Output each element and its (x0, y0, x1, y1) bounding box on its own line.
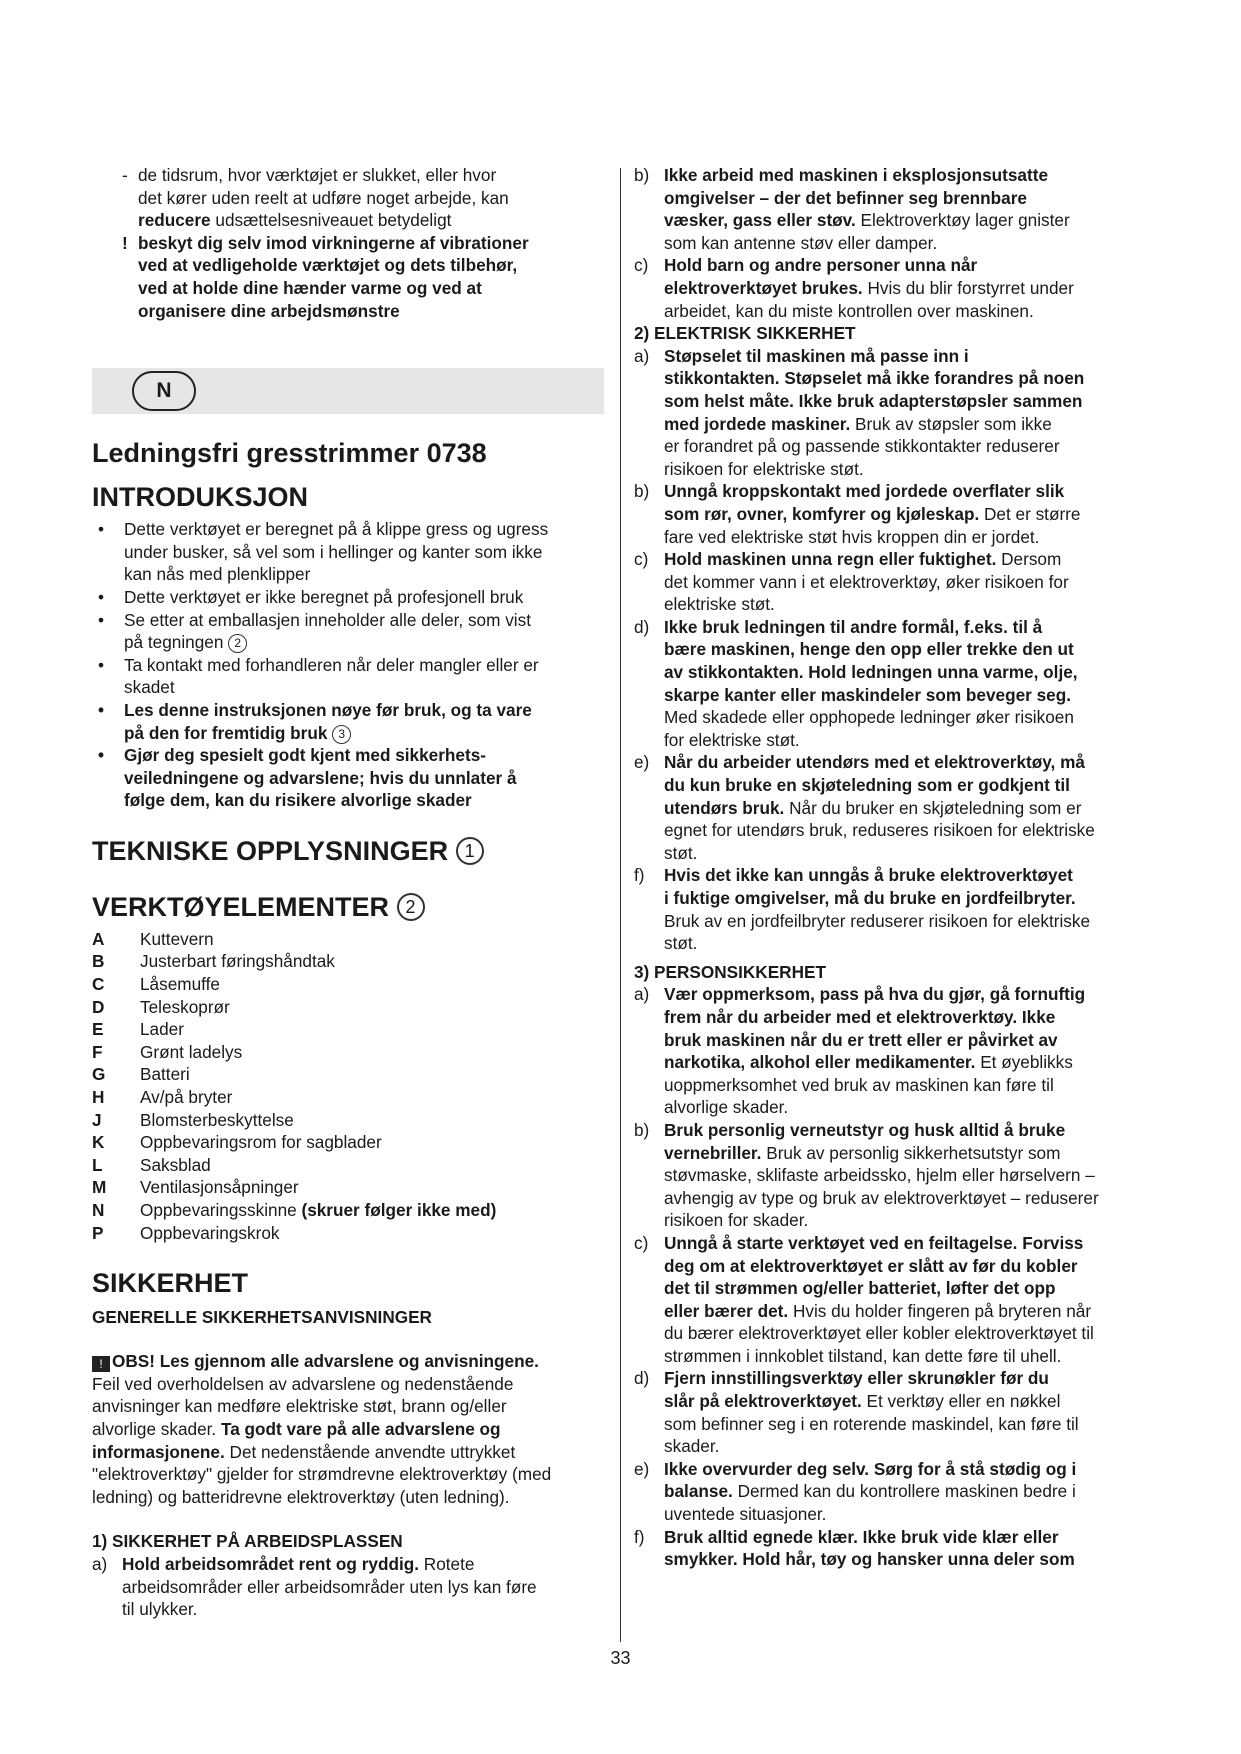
bold-span: Bruk alltid egnede klær. Ikke bruk vide klær eller (664, 1526, 1059, 1547)
part-letter: L (92, 1154, 103, 1175)
text-line: som kan antenne støv eller damper. (664, 232, 938, 253)
part-label (140, 1199, 496, 1222)
bold-span: frem når du arbeider med et elektroverktøy. Ikke (664, 1006, 1056, 1027)
list-item (92, 1109, 604, 1132)
text-line: du bærer elektroverktøyet eller kobler elektroverktøyet til (664, 1323, 1094, 1344)
safety-heading: SIKKERHET (92, 1268, 249, 1299)
text-line: anvisninger kan medføre elektriske støt, brann og/eller (92, 1396, 507, 1417)
text-line: Dette verktøyet er beregnet på å klippe gress og ugress (124, 519, 549, 540)
list-item (92, 609, 604, 654)
bold-span: Ikke arbeid med maskinen i eksplosjonsutsatte (664, 165, 1048, 185)
bold-span: smykker. Hold hår, tøy og hansker unna deler som (664, 1549, 1075, 1570)
item-marker: c) (634, 1232, 649, 1253)
part-label: Lader (140, 1019, 184, 1040)
text-line: "elektroverktøy" gjelder for strømdrevne elektroverktøy (med (92, 1464, 552, 1485)
item-marker: f) (634, 865, 645, 886)
list-item (92, 1154, 604, 1177)
part-label: Teleskoprør (140, 996, 230, 1017)
text-line: strømmen i innkoblet tilstand, kan dette føre til uhell. (664, 1345, 1062, 1366)
text-line: fare ved elektriske støt hvis kroppen din er jordet. (664, 526, 1040, 547)
bold-span: Ikke overvurder deg selv. Sørg for å stå stødig og i (664, 1458, 1077, 1479)
text-line: det kommer vann i et elektroverktøy, øker risikoen for (664, 571, 1069, 592)
text-line: uoppmerksomhet ved bruk av maskinen kan føre til (664, 1074, 1054, 1095)
page-number: 33 (610, 1648, 631, 1668)
personal-items (634, 983, 1146, 1570)
text-line: arbeidet, kan du miste kontrollen over maskinen. (664, 300, 1034, 321)
bold-span: Hold arbeidsområdet rent og ryddig. (122, 1553, 419, 1574)
text-line (664, 1051, 1146, 1074)
list-item (92, 1131, 604, 1154)
bold-span: stikkontakten. Støpselet må ikke forandres på noen (664, 368, 1085, 389)
text-line: støt. (664, 842, 698, 863)
text-line: det kører uden reelt at udføre noget arbejde, kan (138, 187, 509, 208)
item-marker: c) (634, 255, 649, 276)
text-line (664, 187, 1146, 210)
text-line (124, 631, 604, 654)
warning-paragraph (92, 1350, 604, 1508)
bold-span: Ta godt vare på alle advarslene og (220, 1418, 501, 1439)
bold-span: vernebriller. (664, 1142, 762, 1163)
text-line: beskyt dig selv imod virkningerne af vibrationer (138, 232, 529, 253)
text-line (664, 367, 1146, 390)
part-letter: M (92, 1177, 107, 1198)
bold-word: reducere (138, 210, 211, 231)
text-line: risikoen for skader. (664, 1210, 809, 1231)
tech-heading (92, 834, 604, 868)
general-safety-heading: GENERELLE SIKKERHETSANVISNINGER (92, 1307, 432, 1328)
text-line: Ta kontakt med forhandleren når deler mangler eller er (124, 654, 539, 675)
product-title: Ledningsfri gresstrimmer 0738 (92, 438, 487, 469)
workplace-items (634, 164, 1146, 322)
text-line: Bruk av en jordfeilbryter reduserer risikoen for elektriske (664, 910, 1091, 931)
item-marker: b) (634, 481, 650, 502)
bullet-marker: • (98, 609, 105, 630)
text-line (664, 616, 1146, 639)
part-letter: B (92, 951, 105, 972)
list-item (634, 983, 1146, 1119)
text-line (664, 390, 1146, 413)
text-line (124, 722, 604, 745)
parts-list (92, 928, 604, 1244)
text-span: Elektroverktøy lager gnister (855, 210, 1070, 231)
bold-span: Støpselet til maskinen må passe inn i (664, 345, 969, 366)
bold-span: i fuktige omgivelser, må du bruke en jordfeilbryter. (664, 888, 1076, 908)
list-item (634, 254, 1146, 322)
text-line (664, 751, 1146, 774)
bold-span: som rør, ovner, komfyrer og kjøleskap. (664, 503, 980, 524)
bullet-marker: • (98, 654, 105, 675)
bold-span: informasjonene. (92, 1441, 225, 1462)
text-line (664, 1029, 1146, 1052)
list-item (634, 1458, 1146, 1526)
text-line: for elektriske støt. (664, 729, 800, 750)
bold-note: (skruer følger ikke med) (301, 1200, 497, 1220)
text-line (92, 1418, 604, 1441)
text-line: støvmaske, sklifaste arbeidssko, hjelm eller hørselvern – (664, 1165, 1095, 1186)
text-line (664, 413, 1146, 436)
bold-span: bære maskinen, henge den opp eller trekke den ut (664, 639, 1074, 660)
bold-span: balanse. (664, 1481, 733, 1502)
text-line (664, 1367, 1146, 1390)
text-line (664, 548, 1146, 571)
text-line: skader. (664, 1436, 720, 1457)
intro-bullet-list (92, 518, 604, 812)
bold-span: Hold barn og andre personer unna når (664, 255, 978, 276)
text-line: egnet for utendørs bruk, reduseres risikoen for elektriske (664, 820, 1095, 841)
item-marker: e) (634, 1458, 650, 1479)
column-divider (620, 168, 621, 1642)
list-item (92, 518, 604, 586)
part-letter: H (92, 1087, 105, 1108)
text-line (664, 661, 1146, 684)
list-item (92, 744, 604, 812)
item-marker: c) (634, 549, 649, 570)
figure-ref-badge: 2 (397, 893, 425, 921)
part-letter: E (92, 1019, 104, 1040)
text-line: ved at holde dine hænder varme og ved at (138, 277, 482, 298)
text-line (664, 774, 1146, 797)
part-label: Ventilasjonsåpninger (140, 1177, 299, 1198)
figure-ref-badge: 1 (456, 837, 484, 865)
list-item (634, 1367, 1146, 1457)
text-line (664, 254, 1146, 277)
figure-ref-badge: 3 (332, 725, 351, 744)
part-letter: D (92, 996, 105, 1017)
item-marker: b) (634, 1119, 650, 1140)
list-item (634, 164, 1146, 254)
text-line (664, 1390, 1146, 1413)
text-line (664, 1458, 1146, 1481)
text-span: Hvis du holder fingeren på bryteren når (788, 1300, 1092, 1321)
bullet-marker: • (98, 699, 105, 720)
text-line (664, 1119, 1146, 1142)
item-marker: a) (92, 1553, 108, 1574)
item-marker: e) (634, 752, 650, 773)
text-line: Dette verktøyet er ikke beregnet på profesjonell bruk (124, 586, 524, 607)
item-marker: b) (634, 165, 650, 185)
part-letter: N (92, 1200, 105, 1220)
text-line (664, 503, 1146, 526)
text-line (664, 1255, 1146, 1278)
text-line (664, 983, 1146, 1006)
text-line (664, 887, 1146, 910)
text-line: Se etter at emballasjen inneholder alle deler, som vist (124, 609, 531, 630)
list-item (92, 996, 604, 1019)
list-item (92, 1041, 604, 1064)
list-item (92, 950, 604, 973)
text-span: Rotete (419, 1553, 475, 1574)
item-marker: f) (634, 1526, 645, 1547)
text-span: Når du bruker en skjøteledning som er (784, 797, 1082, 818)
part-letter: F (92, 1041, 103, 1062)
bullet-marker: • (98, 519, 105, 540)
text-line: uventede situasjoner. (664, 1504, 827, 1525)
list-item (634, 751, 1146, 864)
language-banner (92, 368, 604, 414)
text-line: Gjør deg spesielt godt kjent med sikkerhets- (124, 745, 486, 766)
text-line (664, 1480, 1146, 1503)
heading-text: VERKTØYELEMENTER (92, 891, 390, 922)
part-label: Batteri (140, 1064, 190, 1085)
item-marker: a) (634, 345, 650, 366)
part-label: Kuttevern (140, 928, 214, 949)
text-line: er forandret på og passende stikkontakter reduserer (664, 436, 1060, 457)
text-span: Bruk av personlig sikkerhetsutstyr som (761, 1142, 1061, 1163)
electrical-heading: 2) ELEKTRISK SIKKERHET (634, 323, 856, 344)
right-column (634, 164, 1146, 1571)
text-line (664, 345, 1146, 368)
part-label: Av/på bryter (140, 1087, 233, 1108)
text-line: støt. (664, 933, 698, 954)
bold-span: væsker, gass eller støv. (664, 210, 856, 231)
heading-text: TEKNISKE OPPLYSNINGER (92, 835, 449, 866)
text-line: skadet (124, 677, 175, 698)
text-span: udsættelsesniveauet betydeligt (210, 210, 452, 231)
list-item (92, 928, 604, 951)
text-span: Bruk av støpsler som ikke (850, 413, 1052, 434)
intro-heading: INTRODUKSJON (92, 482, 309, 513)
text-span: Det nedenstående anvendte uttrykket (224, 1441, 516, 1462)
bold-span: Når du arbeider utendørs med et elektroverktøy, må (664, 752, 1085, 773)
part-label: Blomsterbeskyttelse (140, 1109, 294, 1130)
text-line: Feil ved overholdelsen av advarslene og nedenstående (92, 1373, 514, 1394)
text-span: på den for fremtidig bruk (124, 722, 328, 743)
dash-marker: - (122, 165, 128, 185)
bold-span: eller bærer det. (664, 1300, 789, 1321)
text-line: til ulykker. (122, 1599, 198, 1620)
text-line: veiledningene og advarslene; hvis du unnlater å (124, 767, 517, 788)
text-span: Dersom (996, 549, 1062, 570)
text-line: elektriske støt. (664, 594, 775, 615)
text-line (664, 1277, 1146, 1300)
list-item (634, 480, 1146, 548)
text-line: Med skadede eller opphopede ledninger øker risikoen (664, 707, 1074, 728)
item-marker: a) (634, 984, 650, 1005)
bold-span: Unngå kroppskontakt med jordede overflater slik (664, 481, 1065, 502)
bold-span: Hold maskinen unna regn eller fuktighet. (664, 549, 997, 570)
text-line: som befinner seg i en roterende maskindel, kan føre til (664, 1413, 1079, 1434)
text-span: Et øyeblikks (975, 1052, 1073, 1073)
text-line (664, 480, 1146, 503)
text-line (664, 164, 1146, 187)
list-item (634, 616, 1146, 752)
bold-span: slår på elektroverktøyet. (664, 1391, 862, 1412)
list-item (634, 864, 1146, 954)
list-item (92, 1553, 604, 1621)
text-line (664, 684, 1146, 707)
list-item (92, 1199, 604, 1222)
list-item (92, 586, 604, 609)
personal-heading: 3) PERSONSIKKERHET (634, 961, 826, 982)
figure-ref-badge: 2 (228, 634, 247, 653)
bullet-marker: • (98, 745, 105, 766)
text-span: Hvis du blir forstyrret under (862, 277, 1074, 298)
list-item (634, 345, 1146, 481)
warning-icon: ! (92, 1356, 110, 1372)
bullet-marker: • (98, 586, 105, 607)
text-line (664, 797, 1146, 820)
part-label: Låsemuffe (140, 974, 220, 995)
list-item (92, 973, 604, 996)
text-line (664, 638, 1146, 661)
list-item (92, 1063, 604, 1086)
bold-span: som helst måte. Ikke bruk adapterstøpsler sammen (664, 390, 1083, 411)
text-line: risikoen for elektriske støt. (664, 458, 864, 479)
exclamation-marker: ! (122, 232, 128, 253)
intro-exclamation-item (92, 232, 604, 322)
bold-span: elektroverktøyet brukes. (664, 277, 863, 298)
part-label: Saksblad (140, 1154, 211, 1175)
text-line: under busker, så vel som i hellinger og kanter som ikke (124, 541, 543, 562)
text-line (122, 1553, 604, 1576)
elements-heading (92, 890, 604, 924)
text-span: på tegningen (124, 632, 224, 653)
bold-span: det til strømmen og/eller batteriet, løfter det opp (664, 1278, 1056, 1299)
text-line: kan nås med plenklipper (124, 564, 311, 585)
bold-span: narkotika, alkohol eller medikamenter. (664, 1052, 976, 1073)
item-marker: d) (634, 1368, 650, 1389)
text-line: Les denne instruksjonen nøye før bruk, og ta vare (124, 699, 532, 720)
text-line: de tidsrum, hvor værktøjet er slukket, eller hvor (138, 165, 497, 185)
text-line (664, 277, 1146, 300)
list-item (634, 1119, 1146, 1232)
text-span: Oppbevaringsskinne (140, 1200, 302, 1220)
text-line (92, 1441, 604, 1464)
part-label: Grønt ladelys (140, 1041, 243, 1062)
text-line: arbeidsområder eller arbeidsområder uten lys kan føre (122, 1576, 537, 1597)
text-span: Et verktøy eller en nøkkel (861, 1391, 1061, 1412)
part-label: Justerbart føringshåndtak (140, 951, 335, 972)
bold-span: bruk maskinen når du er trett eller er påvirket av (664, 1029, 1058, 1050)
part-letter: G (92, 1064, 106, 1085)
part-letter: A (92, 928, 105, 949)
text-line: avhengig av type og bruk av elektroverktøyet – reduserer (664, 1187, 1099, 1208)
bold-span: av stikkontakten. Hold ledningen unna varme, olje, (664, 662, 1078, 683)
part-letter: K (92, 1132, 105, 1153)
list-item (92, 1176, 604, 1199)
text-line (664, 1300, 1146, 1323)
bold-span: Fjern innstillingsverktøy eller skrunøkler før du (664, 1368, 1049, 1389)
list-item (92, 1086, 604, 1109)
bold-span: med jordede maskiner. (664, 413, 851, 434)
bold-span: Vær oppmerksom, pass på hva du gjør, gå fornuftig (664, 984, 1086, 1005)
text-line (664, 1232, 1146, 1255)
part-label: Oppbevaringskrok (140, 1222, 280, 1243)
bold-span: deg om at elektroverktøyet er slått av før du kobler (664, 1255, 1078, 1276)
list-item (634, 548, 1146, 616)
bold-span: du kun bruke en skjøteledning som er godkjent til (664, 775, 1070, 796)
workplace-heading: 1) SIKKERHET PÅ ARBEIDSPLASSEN (92, 1531, 403, 1552)
text-line (138, 209, 604, 232)
text-line (664, 1006, 1146, 1029)
part-letter: C (92, 974, 105, 995)
part-letter: P (92, 1222, 104, 1243)
list-item (634, 1232, 1146, 1368)
item-marker: d) (634, 616, 650, 637)
bold-span: omgivelser – der det befinner seg brennbare (664, 187, 1027, 208)
bold-span: Bruk personlig verneutstyr og husk alltid å bruke (664, 1119, 1066, 1140)
list-item (92, 1222, 604, 1245)
bold-lead: OBS! Les gjennom alle advarslene og anvisningene. (112, 1351, 539, 1372)
list-item (92, 654, 604, 699)
part-label: Oppbevaringsrom for sagblader (140, 1132, 382, 1153)
language-badge: N (132, 371, 196, 411)
bold-span: utendørs bruk. (664, 797, 785, 818)
text-line (664, 1548, 1146, 1571)
text-line: ledning) og batteridrevne elektroverktøy (uten ledning). (92, 1486, 510, 1507)
text-span: Det er større (979, 503, 1081, 524)
intro-dash-item (92, 164, 604, 232)
text-line: følge dem, kan du risikere alvorlige skader (124, 790, 472, 811)
electrical-items (634, 345, 1146, 955)
bold-span: Ikke bruk ledningen til andre formål, f.eks. til å (664, 616, 1043, 637)
text-line (664, 1526, 1146, 1549)
text-line: alvorlige skader. (664, 1097, 789, 1118)
text-line (664, 1142, 1146, 1165)
text-line: organisere dine arbejdsmønstre (138, 300, 400, 321)
left-column (92, 164, 604, 1621)
bold-span: skarpe kanter eller maskindeler som beveger seg. (664, 684, 1071, 705)
text-span: Dermed kan du kontrollere maskinen bedre i (732, 1481, 1076, 1502)
list-item (634, 1526, 1146, 1571)
text-span: alvorlige skader. (92, 1418, 221, 1439)
list-item (92, 699, 604, 744)
bold-span: Unngå å starte verktøyet ved en feiltagelse. Forviss (664, 1232, 1084, 1253)
text-line: ved at vedligeholde værktøjet og dets tilbehør, (138, 255, 518, 276)
list-item (92, 1018, 604, 1041)
text-line (664, 209, 1146, 232)
text-line (92, 1350, 604, 1373)
text-line (664, 864, 1146, 887)
part-letter: J (92, 1109, 102, 1130)
bold-span: Hvis det ikke kan unngås å bruke elektroverktøyet (664, 865, 1073, 886)
